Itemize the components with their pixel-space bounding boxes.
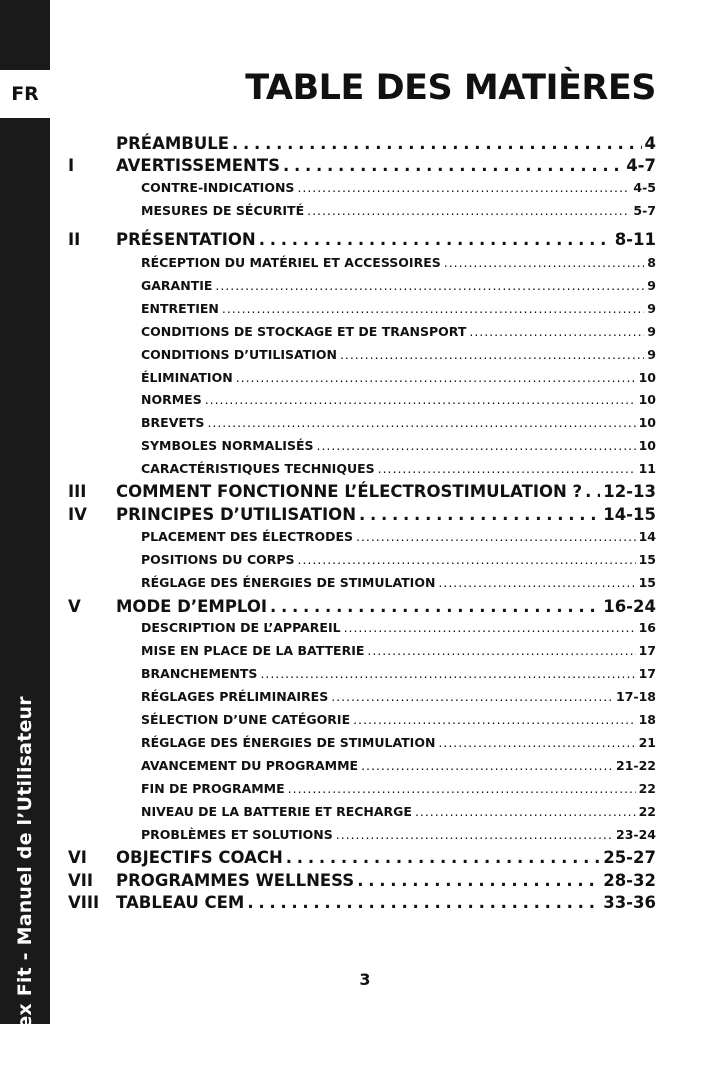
toc-entry-label: SÉLECTION D’UNE CATÉGORIE: [141, 712, 351, 727]
page-number: 3: [359, 970, 371, 989]
sidebar: [0, 118, 50, 1090]
toc-entry: [141, 781, 656, 796]
toc-entry: [141, 255, 656, 270]
page-title: TABLE DES MATIÈRES: [245, 68, 656, 108]
toc-page-range: 33-36: [603, 893, 656, 912]
toc-page-range: 4: [644, 134, 656, 153]
toc-dot-leader: [288, 781, 636, 796]
toc-entry: [141, 620, 656, 635]
sidebar-top-bar: [0, 0, 50, 70]
toc-entry: [141, 575, 656, 590]
toc-entry: [141, 735, 656, 750]
toc-entry: [116, 893, 656, 912]
toc-entry: [116, 505, 656, 524]
toc-page-range: 10: [638, 370, 656, 385]
toc-dot-leader: [438, 575, 635, 590]
toc-dot-leader: [270, 597, 600, 616]
toc-entry: [141, 689, 656, 704]
toc-page-range: 16-24: [603, 597, 656, 616]
toc-page-range: 25-27: [603, 848, 656, 867]
toc-dot-leader: [260, 666, 635, 681]
toc-entry-label: RÉGLAGE DES ÉNERGIES DE STIMULATION: [141, 735, 436, 750]
toc-entry-label: CARACTÉRISTIQUES TECHNIQUES: [141, 461, 375, 476]
toc-entry-label: CONTRE-INDICATIONS: [141, 180, 295, 195]
toc-page-range: 14: [638, 529, 656, 544]
toc-entry-label: RÉCEPTION DU MATÉRIEL ET ACCESSOIRES: [141, 255, 441, 270]
toc-entry-label: SYMBOLES NORMALISÉS: [141, 438, 314, 453]
toc-entry-label: NIVEAU DE LA BATTERIE ET RECHARGE: [141, 804, 412, 819]
toc-entry-label: MODE D’EMPLOI: [116, 597, 267, 616]
toc-page-range: 9: [647, 324, 656, 339]
toc-page-range: 8: [647, 255, 656, 270]
toc-entry: [116, 871, 656, 890]
toc-entry: [141, 758, 656, 773]
toc-dot-leader: [415, 804, 636, 819]
toc-dot-leader: [205, 392, 636, 407]
toc-entry: [141, 180, 656, 195]
toc-entry-label: GARANTIE: [141, 278, 213, 293]
toc-entry-label: PROGRAMMES WELLNESS: [116, 871, 355, 890]
toc-page-range: 4-5: [633, 180, 656, 195]
toc-entry-label: RÉGLAGE DES ÉNERGIES DE STIMULATION: [141, 575, 436, 590]
toc-dot-leader: [307, 203, 630, 218]
toc-dot-leader: [286, 848, 600, 867]
toc-section-number: III: [68, 482, 87, 501]
toc-dot-leader: [232, 134, 641, 153]
toc-page-range: 8-11: [614, 230, 656, 249]
toc-dot-leader: [359, 505, 600, 524]
toc-page-range: 15: [638, 552, 656, 567]
toc-page-range: 10: [638, 415, 656, 430]
toc-page-range: 4-7: [626, 156, 656, 175]
toc-entry-label: PRÉAMBULE: [116, 134, 230, 153]
toc-dot-leader: [259, 230, 612, 249]
toc-section-number: I: [68, 156, 75, 175]
toc-dot-leader: [331, 689, 613, 704]
toc-section-number: V: [68, 597, 81, 616]
toc-entry-label: OBJECTIFS COACH: [116, 848, 283, 867]
language-tab: FR: [0, 70, 50, 118]
toc-dot-leader: [469, 324, 644, 339]
toc-section-number: II: [68, 230, 81, 249]
toc-page-range: 16: [638, 620, 656, 635]
toc-dot-leader: [361, 758, 613, 773]
toc-entry: [141, 529, 656, 544]
toc-page-range: 9: [647, 347, 656, 362]
toc-page-range: 28-32: [603, 871, 656, 890]
toc-dot-leader: [353, 712, 635, 727]
toc-entry-label: AVERTISSEMENTS: [116, 156, 280, 175]
toc-page-range: 9: [647, 301, 656, 316]
toc-entry: [141, 278, 656, 293]
toc-page-range: 17-18: [616, 689, 656, 704]
toc-entry: [141, 804, 656, 819]
toc-entry: [141, 324, 656, 339]
toc-dot-leader: [222, 301, 644, 316]
toc-entry: [116, 230, 656, 249]
toc-section-number: VI: [68, 848, 87, 867]
toc-entry: [141, 347, 656, 362]
toc-page-range: 15: [638, 575, 656, 590]
toc-entry: [141, 203, 656, 218]
toc-page-range: 18: [638, 712, 656, 727]
toc-entry-label: FIN DE PROGRAMME: [141, 781, 285, 796]
toc-dot-leader: [283, 156, 623, 175]
toc-entry: [141, 461, 656, 476]
toc-entry-label: PROBLÈMES ET SOLUTIONS: [141, 827, 333, 842]
toc-dot-leader: [357, 871, 600, 890]
toc-page-range: 21-22: [616, 758, 656, 773]
toc-entry-label: ENTRETIEN: [141, 301, 219, 316]
toc-dot-leader: [367, 643, 635, 658]
toc-entry-label: MISE EN PLACE DE LA BATTERIE: [141, 643, 365, 658]
toc-dot-leader: [317, 438, 636, 453]
toc-dot-leader: [378, 461, 636, 476]
toc-entry: [141, 415, 656, 430]
toc-entry-label: BREVETS: [141, 415, 205, 430]
toc-entry: [141, 301, 656, 316]
toc-dot-leader: [207, 415, 635, 430]
toc-dot-leader: [340, 347, 644, 362]
toc-entry: [141, 370, 656, 385]
toc-dot-leader: [297, 180, 630, 195]
toc-entry-label: MESURES DE SÉCURITÉ: [141, 203, 305, 218]
toc-page-range: 17: [638, 666, 656, 681]
toc-entry-label: AVANCEMENT DU PROGRAMME: [141, 758, 359, 773]
toc-entry-label: PRÉSENTATION: [116, 230, 256, 249]
toc-entry-label: COMMENT FONCTIONNE L’ÉLECTROSTIMULATION ?: [116, 482, 583, 501]
toc-entry: [116, 156, 656, 175]
toc-entry: [141, 552, 656, 567]
toc-dot-leader: [356, 529, 636, 544]
toc-page-range: 9: [647, 278, 656, 293]
toc-page-range: 21: [638, 735, 656, 750]
toc-page-range: 5-7: [633, 203, 656, 218]
toc-dot-leader: [215, 278, 644, 293]
toc-page-range: 11: [638, 461, 656, 476]
toc-page-range: 23-24: [616, 827, 656, 842]
toc-section-number: VII: [68, 871, 94, 890]
toc-entry-label: CONDITIONS DE STOCKAGE ET DE TRANSPORT: [141, 324, 467, 339]
toc-dot-leader: [438, 735, 635, 750]
toc-dot-leader: [444, 255, 645, 270]
toc-page-range: 22: [638, 781, 656, 796]
toc-entry: [141, 438, 656, 453]
toc-entry-label: TABLEAU CEM: [116, 893, 245, 912]
toc-page-range: 22: [638, 804, 656, 819]
toc-dot-leader: [344, 620, 636, 635]
toc-entry-label: PLACEMENT DES ÉLECTRODES: [141, 529, 354, 544]
toc-dot-leader: [247, 893, 600, 912]
toc-dot-leader: [298, 552, 636, 567]
toc-entry: [141, 712, 656, 727]
toc-page-range: 10: [638, 392, 656, 407]
toc-entry: [141, 643, 656, 658]
toc-entry-label: DESCRIPTION DE L’APPAREIL: [141, 620, 341, 635]
toc-page-range: 17: [638, 643, 656, 658]
sidebar-manual-title: Compex Fit - Manuel de l’Utilisateur: [14, 696, 36, 1090]
toc-dot-leader: [236, 370, 636, 385]
toc-entry: [116, 134, 656, 153]
toc-page-range: 14-15: [603, 505, 656, 524]
toc-entry: [141, 666, 656, 681]
toc-section-number: VIII: [68, 893, 100, 912]
toc-entry: [141, 392, 656, 407]
toc-dot-leader: [336, 827, 613, 842]
toc-entry: [141, 827, 656, 842]
toc-entry-label: ÉLIMINATION: [141, 370, 233, 385]
toc-entry-label: BRANCHEMENTS: [141, 666, 258, 681]
toc-page-range: 10: [638, 438, 656, 453]
toc-entry-label: POSITIONS DU CORPS: [141, 552, 295, 567]
toc-page-range: 12-13: [603, 482, 656, 501]
toc-entry: [116, 597, 656, 616]
toc-section-number: IV: [68, 505, 87, 524]
toc-entry-label: PRINCIPES D’UTILISATION: [116, 505, 356, 524]
toc-entry-label: CONDITIONS D’UTILISATION: [141, 347, 337, 362]
toc-entry: [116, 848, 656, 867]
toc-entry: [116, 482, 656, 501]
toc-entry-label: NORMES: [141, 392, 202, 407]
toc-entry-label: RÉGLAGES PRÉLIMINAIRES: [141, 689, 329, 704]
toc-dot-leader: [585, 482, 600, 501]
